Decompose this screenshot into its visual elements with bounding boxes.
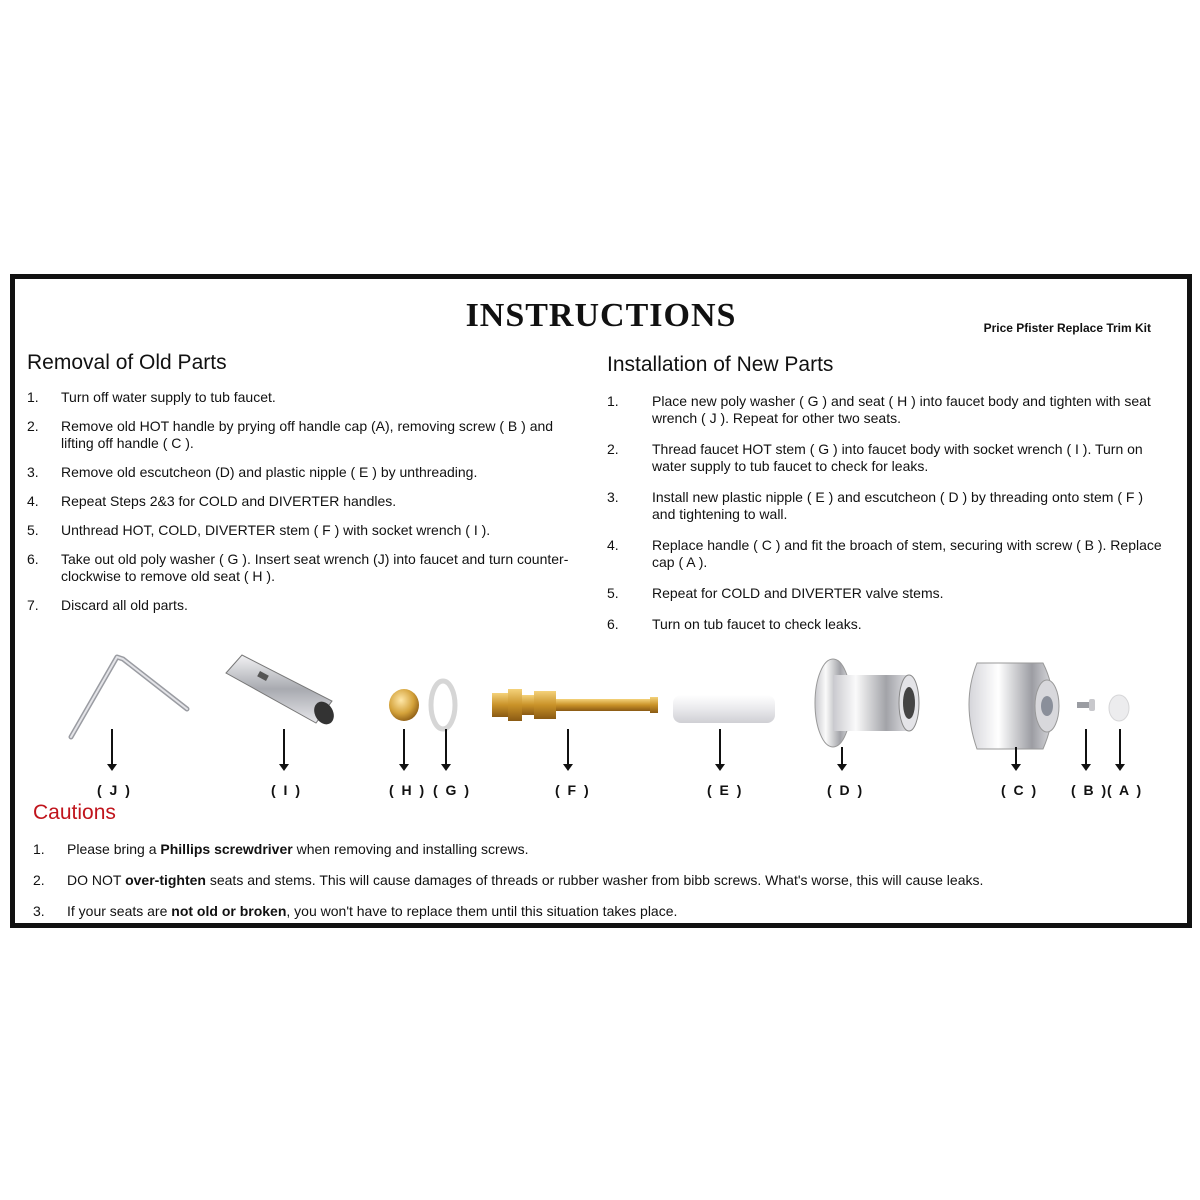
part-label-j: ( J ) <box>97 782 132 798</box>
list-item: 2. Thread faucet HOT stem ( G ) into faucet body with socket wrench ( I ). Turn on water supply to tub faucet to check for leaks. <box>607 441 1143 474</box>
arrow-f <box>567 729 569 769</box>
removal-steps-list <box>27 389 587 626</box>
list-item: 3. If your seats are not old or broken, you won't have to replace them until this situation takes place. <box>33 903 678 919</box>
handle-illustration <box>959 659 1069 755</box>
arrow-a <box>1119 729 1121 769</box>
page-title: INSTRUCTIONS <box>465 297 737 334</box>
kit-subtitle: Price Pfister Replace Trim Kit <box>983 321 1151 335</box>
list-item: 7. Discard all old parts. <box>27 597 188 613</box>
part-label-i: ( I ) <box>271 782 302 798</box>
list-item: 5. Repeat for COLD and DIVERTER valve stems. <box>607 585 944 601</box>
list-item: 6. Take out old poly washer ( G ). Insert seat wrench (J) into faucet and turn counter-clockwise to remove old seat ( H ). <box>27 551 569 584</box>
list-item: 6. Turn on tub faucet to check leaks. <box>607 616 862 632</box>
arrow-d <box>841 747 843 769</box>
installation-heading: Installation of New Parts <box>607 353 834 376</box>
part-label-g: ( G ) <box>433 782 471 798</box>
screw-illustration <box>1075 697 1099 713</box>
list-item: 2. DO NOT over-tighten seats and stems. This will cause damages of threads or rubber washer from bibb screws. What's worse, this will cause leaks. <box>33 872 984 888</box>
part-label-a: ( A ) <box>1107 782 1144 798</box>
plastic-nipple-illustration <box>671 693 777 725</box>
parts-diagram <box>15 649 1187 809</box>
arrow-i <box>283 729 285 769</box>
list-item: 5. Unthread HOT, COLD, DIVERTER stem ( F ) with socket wrench ( I ). <box>27 522 491 538</box>
arrow-g <box>445 729 447 769</box>
part-label-e: ( E ) <box>707 782 744 798</box>
brass-seat-illustration <box>387 687 421 723</box>
installation-steps-list <box>607 393 1167 647</box>
valve-stem-illustration <box>490 685 660 725</box>
list-item: 3. Remove old escutcheon (D) and plastic nipple ( E ) by unthreading. <box>27 464 478 480</box>
removal-heading: Removal of Old Parts <box>27 351 227 374</box>
arrow-c <box>1015 747 1017 769</box>
arrow-j <box>111 729 113 769</box>
seat-wrench-illustration <box>65 649 195 744</box>
arrow-h <box>403 729 405 769</box>
list-item: 3. Install new plastic nipple ( E ) and escutcheon ( D ) by threading onto stem ( F ) and tightening to wall. <box>607 489 1144 522</box>
escutcheon-illustration <box>811 655 921 750</box>
list-item: 1. Please bring a Phillips screwdriver when removing and installing screws. <box>33 841 529 857</box>
cautions-list <box>33 841 1173 934</box>
instruction-card <box>10 274 1192 928</box>
list-item: 4. Replace handle ( C ) and fit the broach of stem, securing with screw ( B ). Replace cap ( A ). <box>607 537 1162 570</box>
part-label-f: ( F ) <box>555 782 591 798</box>
arrow-e <box>719 729 721 769</box>
part-label-c: ( C ) <box>1001 782 1039 798</box>
list-item: 4. Repeat Steps 2&3 for COLD and DIVERTER handles. <box>27 493 397 509</box>
part-label-h: ( H ) <box>389 782 427 798</box>
handle-cap-illustration <box>1107 693 1131 723</box>
list-item: 2. Remove old HOT handle by prying off handle cap (A), removing screw ( B ) and lifting off handle ( C ). <box>27 418 554 451</box>
poly-washer-illustration <box>427 677 459 733</box>
list-item: 1. Turn off water supply to tub faucet. <box>27 389 276 405</box>
cautions-heading: Cautions <box>33 801 116 824</box>
part-label-d: ( D ) <box>827 782 865 798</box>
part-label-b: ( B ) <box>1071 782 1109 798</box>
socket-wrench-illustration <box>220 651 335 731</box>
arrow-b <box>1085 729 1087 769</box>
list-item: 1. Place new poly washer ( G ) and seat ( H ) into faucet body and tighten with seat wrench ( J ). Repeat for other two seats. <box>607 393 1151 426</box>
